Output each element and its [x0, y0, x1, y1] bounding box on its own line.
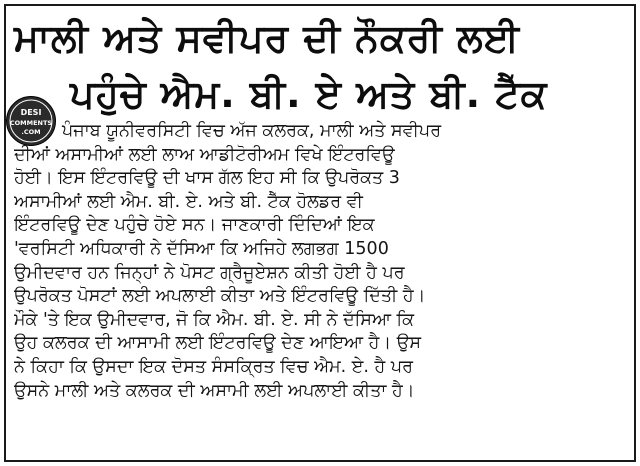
article-line: ਇੰਟਰਵਿਊ ਦੇਣ ਪਹੁੰਚੇ ਹੋਏ ਸਨ। ਜਾਣਕਾਰੀ ਦਿੰਦਿਆਂ ਇਕ [14, 215, 375, 236]
article-line: ਮੌਕੇ 'ਤੇ ਇਕ ਉਮੀਦਵਾਰ, ਜੋ ਕਿ ਐਮ. ਬੀ. ਏ. ਸੀ ਨੇ ਦੱਸਿਆ ਕਿ [14, 309, 415, 330]
border-top [4, 4, 636, 6]
article-line: 'ਵਰਸਿਟੀ ਅਧਿਕਾਰੀ ਨੇ ਦੱਸਿਆ ਕਿ ਅਜਿਹੇ ਲਗਭਗ 1500 [14, 238, 389, 259]
article-body [14, 120, 626, 403]
article-line: ਹੋਈ। ਇਸ ਇੰਟਰਵਿਊ ਦੀ ਖਾਸ ਗੱਲ ਇਹ ਸੀ ਕਿ ਉਪਰੋਕਤ 3 [14, 168, 400, 189]
article-line: ਪੰਜਾਬ ਯੂਨੀਵਰਸਿਟੀ ਵਿਚ ਅੱਜ ਕਲਰਕ, ਮਾਲੀ ਅਤੇ ਸਵੀਪਰ [62, 121, 442, 141]
watermark-line-2: COMMENTS [9, 119, 53, 127]
border-right [634, 4, 636, 462]
border-left [4, 4, 6, 462]
headline [10, 10, 630, 122]
article-line: ਉਪਰੋਕਤ ਪੋਸਟਾਂ ਲਈ ਅਪਲਾਈ ਕੀਤਾ ਅਤੇ ਇੰਟਰਵਿਊ ਦਿੱਤੀ ਹੈ। [14, 286, 426, 307]
watermark-line-1: DESI [20, 108, 42, 117]
article-line: ਨੇ ਕਿਹਾ ਕਿ ਉਸਦਾ ਇਕ ਦੋਸਤ ਸੰਸਕ੍ਰਿਤ ਵਿਚ ਐਮ. ਏ. ਹੈ ਪਰ [14, 356, 413, 377]
border-bottom [4, 460, 636, 462]
article-line: ਉਮੀਦਵਾਰ ਹਨ ਜਿਨ੍ਹਾਂ ਨੇ ਪੋਸਟ ਗ੍ਰੈਜੂਏਸ਼ਨ ਕੀਤੀ ਹੋਈ ਹੈ ਪਰ [14, 262, 405, 283]
article-line: ਦੀਆਂ ਅਸਾਮੀਆਂ ਲਈ ਲਾਅ ਆਡੀਟੋਰੀਅਮ ਵਿਖੇ ਇੰਟਰਵਿਊ [14, 144, 395, 165]
watermark-line-3: .COM [21, 128, 41, 136]
article-line: ਉਸਨੇ ਮਾਲੀ ਅਤੇ ਕਲਰਕ ਦੀ ਅਸਾਮੀ ਲਈ ਅਪਲਾਈ ਕੀਤਾ ਹੈ। [14, 380, 415, 401]
headline-line-1: ਮਾਲੀ ਅਤੇ ਸਵੀਪਰ ਦੀ ਨੌਕਰੀ ਲਈ [14, 16, 520, 60]
article-line: ਅਸਾਮੀਆਂ ਲਈ ਐਮ. ਬੀ. ਏ. ਅਤੇ ਬੀ. ਟੈੱਕ ਹੋਲਡਰ ਵੀ [14, 191, 363, 212]
article-line: ਉਹ ਕਲਰਕ ਦੀ ਆਸਾਮੀ ਲਈ ਇੰਟਰਵਿਊ ਦੇਣ ਆਇਆ ਹੈ। ਉਸ [14, 333, 422, 354]
headline-line-2: ਪਹੁੰਚੇ ਐਮ. ਬੀ. ਏ ਅਤੇ ਬੀ. ਟੈੱਕ [70, 72, 548, 116]
